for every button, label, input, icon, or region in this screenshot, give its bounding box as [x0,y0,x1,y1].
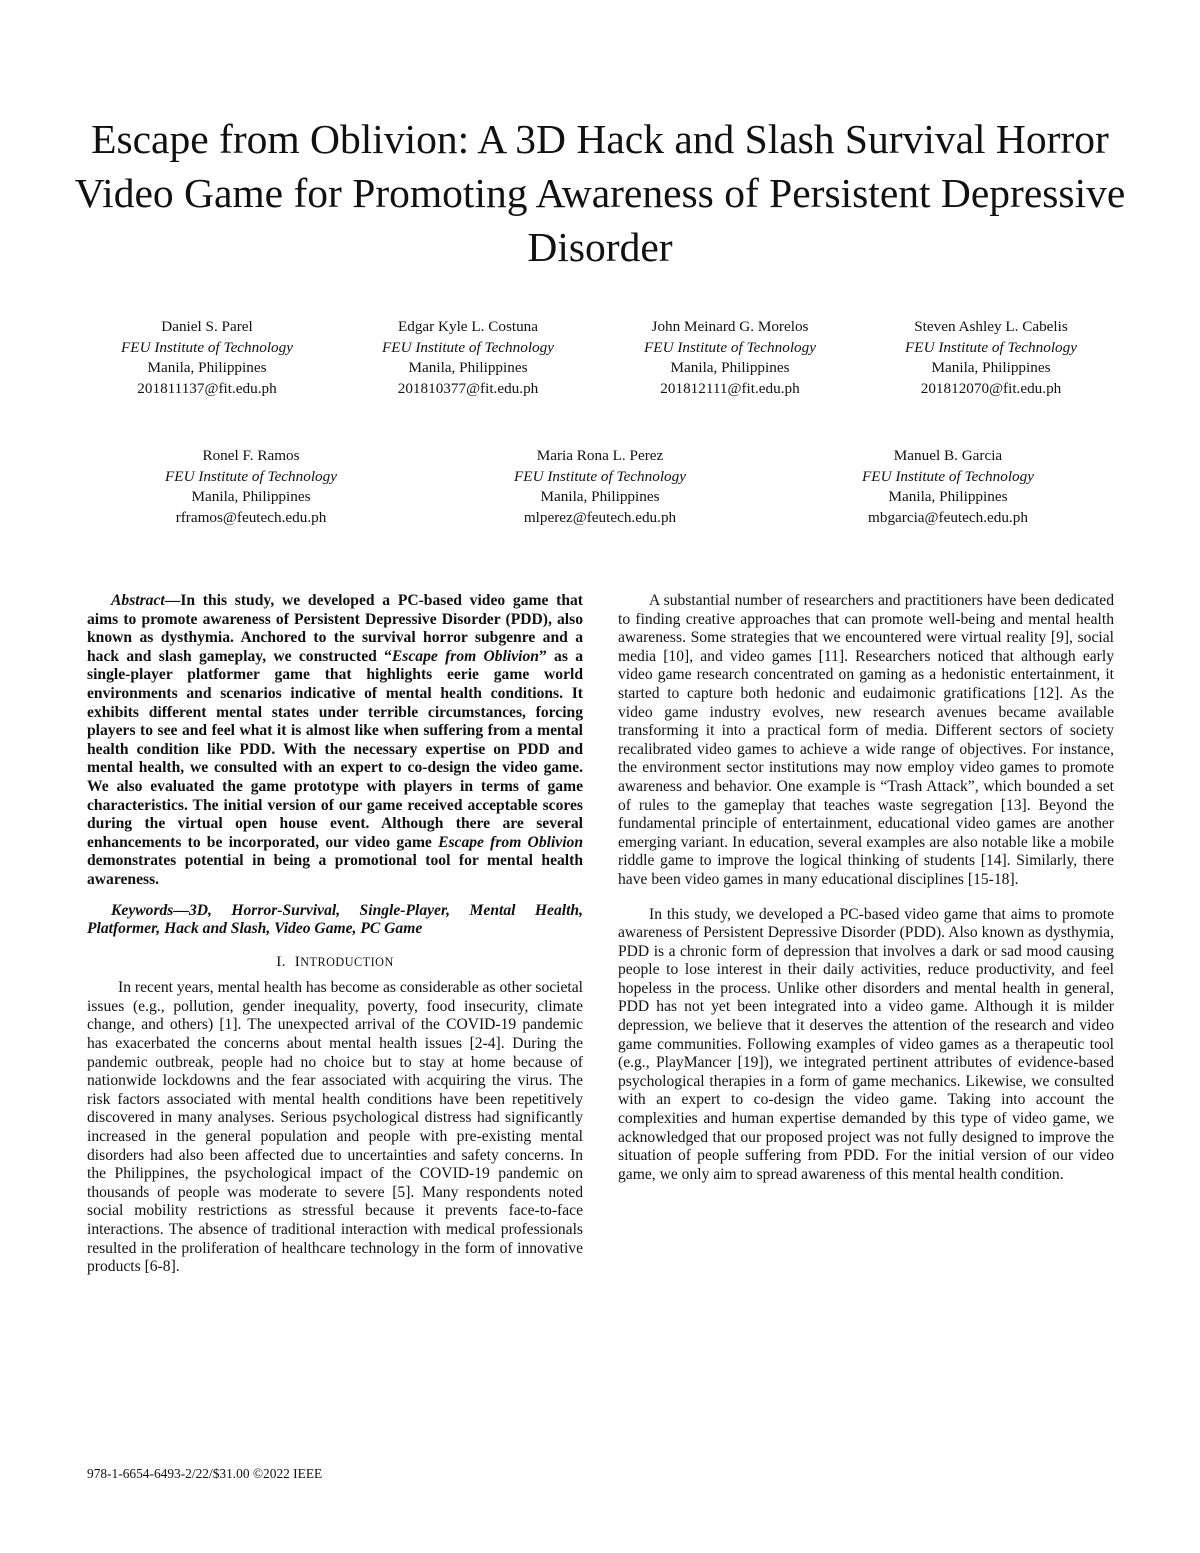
author-location: Manila, Philippines [408,359,528,376]
author-email: 201811137@fit.edu.ph [137,379,277,397]
author-email: mbgarcia@feutech.edu.ph [868,508,1028,526]
author-email: 201812111@fit.edu.ph [660,379,800,397]
author-email: 201812070@fit.edu.ph [920,379,1062,397]
author-name: Steven Ashley L. Cabelis [914,318,1068,335]
paper-title: Escape from Oblivion: A 3D Hack and Slash Survival Horror Video Game for Promoting Awareness of Persistent Depressive Disorder [74,116,1126,270]
author-affiliation: FEU Institute of Technology [514,467,686,485]
abstract-text-1: In this study, we developed a PC-based video game that aims to promote awareness of Persistent Depressive Disorder (PDD), also known as dysthymia. Anchored to the survival horror subgenre and a hack and slash gameplay, we constructed “ [87,592,583,665]
author-affiliation: FEU Institute of Technology [165,467,337,485]
author-affiliation: FEU Institute of Technology [905,338,1077,356]
author-block [823,446,1073,528]
author-email: 201810377@fit.edu.ph [397,379,539,397]
author-name: Edgar Kyle L. Costuna [397,318,539,335]
author-block [126,446,376,528]
author-name: John Meinard G. Morelos [651,318,809,335]
paragraph: In recent years, mental health has become as considerable as other societal issues (e.g., pollution, gender inequality, poverty, food insecurity, climate change, and others) [1]. The unexpected arrival of the COVID-19 pandemic has exacerbated the concerns about mental health issues [2-4]. During the pandemic outbreak, people had no choice but to stay at home because of nationwide lockdowns and the fear associated with acquiring the virus. The risk factors associated with mental health conditions have been repetitively discovered in many analyses. Serious psychological distress had significantly increased in the general population and people with pre-existing mental disorders had also been affected due to uncertainties and safety concerns. In the Philippines, the psychological impact of the COVID-19 pandemic on thousands of people was moderate to severe [5]. Many respondents noted social mobility restrictions as stressful because it prevents face-to-face interactions. The absence of traditional interaction with medical professionals resulted in the proliferation of healthcare technology in the form of innovative products [6-8]. [87,979,584,1276]
author-block [82,317,332,399]
author-name: Maria Rona L. Perez [536,447,664,464]
left-column [87,592,583,1277]
section-initial: I [294,952,301,970]
author-block [866,317,1116,399]
author-affiliation: FEU Institute of Technology [121,338,293,356]
author-location: Manila, Philippines [931,359,1051,376]
paragraph: In this study, we developed a PC-based video game that aims to promote awareness of Persistent Depressive Disorder (PDD). Also known as dysthymia, PDD is a chronic form of depression that involves a dark or sad mood causing people to lose interest in their daily activities, reduce productivity, and feel hopeless in the process. Unlike other disorders and mental health in general, PDD has not yet been integrated into a video game. Although it is milder depression, we believe that it deserves the attention of the research and video game communities. Following examples of video games as a therapeutic tool (e.g., PlayMancer [19]), we integrated pertinent attributes of evidence-based psychological therapies in a form of game mechanics. Likewise, we consulted with an expert to co-design the video game. Taking into account the complexities and human expertise demanded by this type of video game, we acknowledged that our proposed project was not fully designed to improve the situation of people suffering from PDD. For the initial version of our video game, we only aim to spread awareness of this mental health condition. [618,905,1114,1183]
abstract [87,592,583,890]
abstract-text-3: demonstrates potential in being a promotional tool for mental health awareness. [87,852,583,888]
author-name: Manuel B. Garcia [893,447,1003,464]
section-numeral: I. [276,952,287,970]
section-heading-introduction [87,953,583,972]
author-location: Manila, Philippines [147,359,267,376]
section-rest: NTRODUCTION [300,954,394,969]
abstract-game-title: Escape from Oblivion [391,647,539,665]
abstract-game-title-2: Escape from Oblivion [438,833,583,851]
right-column [618,592,1114,1184]
author-block [343,317,593,399]
keywords: Keywords—3D, Horror-Survival, Single-Player, Mental Health, Platformer, Hack and Slash, Video Game, PC Game [87,901,583,938]
author-location: Manila, Philippines [191,488,311,505]
author-email: mlperez@feutech.edu.ph [523,508,677,526]
author-block [475,446,725,528]
author-affiliation: FEU Institute of Technology [862,467,1034,485]
paragraph: A substantial number of researchers and practitioners have been dedicated to finding creative approaches that can promote well-being and mental health awareness. Some strategies that we encountered were virtual reality [9], social media [10], and video games [11]. Researchers noticed that although early video game research concentrated on gaming as a hedonistic entertainment, it started to capture both hedonic and eudaimonic gratifications [12]. As the video game industry evolves, new research avenues became available transforming it into a practical form of media. Different sectors of society recalibrated video games to achieve a wide range of objectives. For instance, the environment sector institutions may now employ video games to promote awareness and behavior. One example is “Trash Attack”, which bounded a set of rules to the gameplay that teaches waste segregation [13]. Beyond the fundamental principle of entertainment, educational video games are another emerging variant. In education, several examples are also notable like a mobile riddle game to improve the logical thinking of students [14]. Similarly, there have been video games in many educational disciplines [15-18]. [618,592,1114,888]
author-location: Manila, Philippines [888,488,1008,505]
abstract-dash: — [164,592,181,609]
author-affiliation: FEU Institute of Technology [644,338,816,356]
author-affiliation: FEU Institute of Technology [382,338,554,356]
abstract-text-2: ” as a single-player platformer game that highlights eerie game world environments and scenarios indicative of mental health conditions. It exhibits different mental states under terrible circumstances, forcing players to see and feel what it is almost like when suffering from a mental health condition like PDD. With the necessary expertise on PDD and mental health, we consulted with an expert to co-design the video game. We also evaluated the game prototype with players in terms of game characteristics. The initial version of our game received acceptable scores during the virtual open house event. Although there are several enhancements to be incorporated, our video game [87,647,583,851]
author-name: Ronel F. Ramos [202,447,300,464]
author-name: Daniel S. Parel [161,318,253,335]
author-location: Manila, Philippines [540,488,660,505]
author-email: rframos@feutech.edu.ph [175,508,327,526]
author-block [605,317,855,399]
author-location: Manila, Philippines [670,359,790,376]
abstract-label: Abstract [111,592,165,609]
copyright-footer: 978-1-6654-6493-2/22/$31.00 ©2022 IEEE [87,1466,323,1481]
